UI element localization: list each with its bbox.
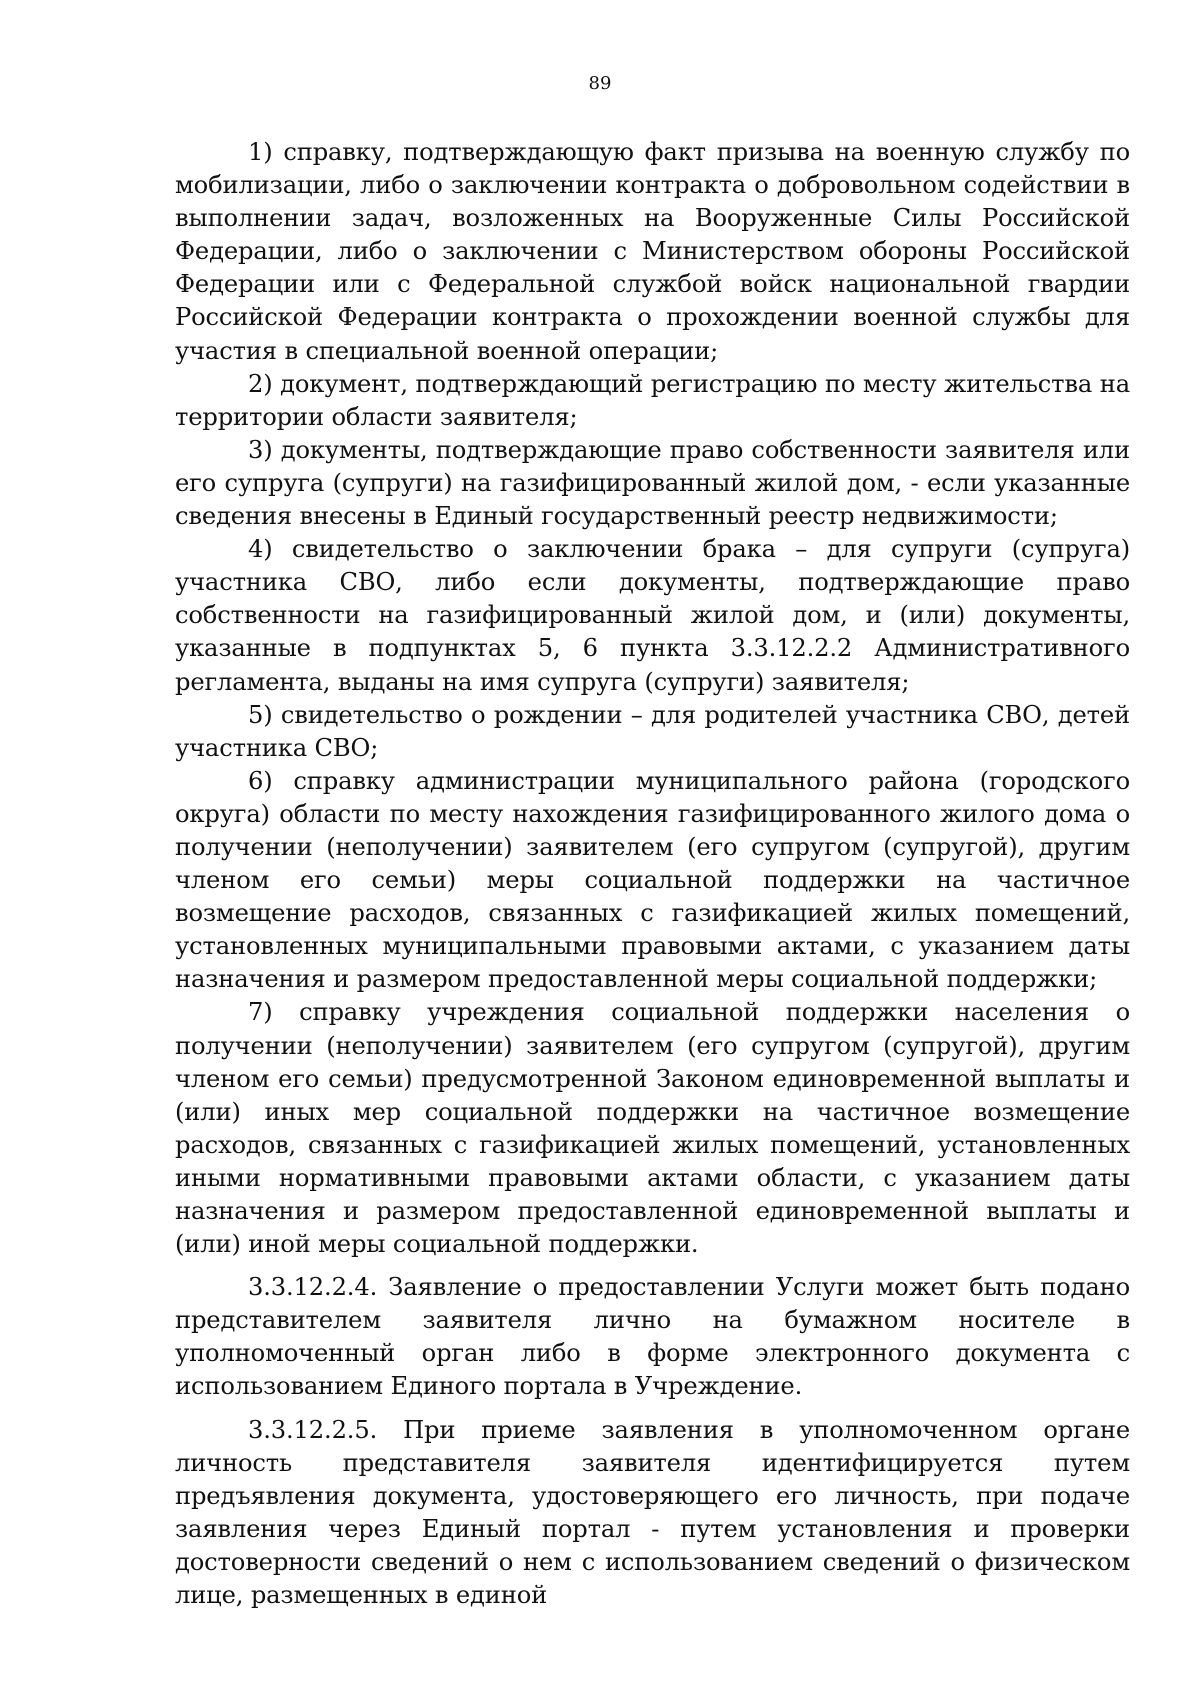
list-item-3-ownership-documents: 3) документы, подтверждающие право собственности заявителя или его супруга (супруги) на газифицированный жилой дом, - если указанные сведения внесены в Единый государственный реестр недвижимости;: [175, 435, 1130, 531]
clause-3-3-12-2-5: 3.3.12.2.5. При приеме заявления в уполномоченном органе личность представителя заявителя идентифицируется путем предъявления документа, удостоверяющего его личность, при подаче заявления через Единый портал - путем установления и проверки достоверности сведений о нем с использованием сведений о физическом лице, размещенных в единой: [175, 1415, 1130, 1610]
page-number: 89: [588, 73, 612, 94]
list-item-5-birth-certificate: 5) свидетельство о рождении – для родителей участника СВО, детей участника СВО;: [175, 700, 1130, 762]
list-item-6-municipal-certificate: 6) справку администрации муниципального района (городского округа) области по месту нахождения газифицированного жилого дома о получении (неполучении) заявителем (его супругом (супругой), другим членом его семьи) меры социальной поддержки на частичное возмещение расходов, связанных с газификацией жилых помещений, установленных муниципальными правовыми актами, с указанием даты назначения и размером предоставленной меры социальной поддержки;: [175, 766, 1130, 994]
list-item-7-social-support-certificate: 7) справку учреждения социальной поддержки населения о получении (неполучении) заявителем (его супругом (супругой), другим членом его семьи) предусмотренной Законом единовременной выплаты и (или) иных мер социальной поддержки на частичное возмещение расходов, связанных с газификацией жилых помещений, установленных иными нормативными правовыми актами области, с указанием даты назначения и размером предоставленной единовременной выплаты и (или) иной меры социальной поддержки.: [175, 998, 1130, 1259]
list-item-1-certificate-of-conscription: 1) справку, подтверждающую факт призыва на военную службу по мобилизации, либо о заключении контракта о добровольном содействии в выполнении задач, возложенных на Вооруженные Силы Российской Федерации, либо о заключении с Министерством обороны Российской Федерации или с Федеральной службой войск национальной гвардии Российской Федерации контракта о прохождении военной службы для участия в специальной военной операции;: [175, 138, 1130, 365]
document-body: [175, 136, 1130, 1612]
clause-3-3-12-2-4: 3.3.12.2.4. Заявление о предоставлении Услуги может быть подано представителем заявителя лично на бумажном носителе в уполномоченный орган либо в форме электронного документа с использованием Единого портала в Учреждение.: [175, 1273, 1130, 1401]
list-item-4-marriage-certificate: 4) свидетельство о заключении брака – для супруги (супруга) участника СВО, либо если документы, подтверждающие право собственности на газифицированный жилой дом, и (или) документы, указанные в подпунктах 5, 6 пункта 3.3.12.2.2 Административного регламента, выданы на имя супруга (супруги) заявителя;: [175, 535, 1130, 696]
list-item-2-registration-document: 2) документ, подтверждающий регистрацию по месту жительства на территории области заявителя;: [175, 369, 1130, 431]
